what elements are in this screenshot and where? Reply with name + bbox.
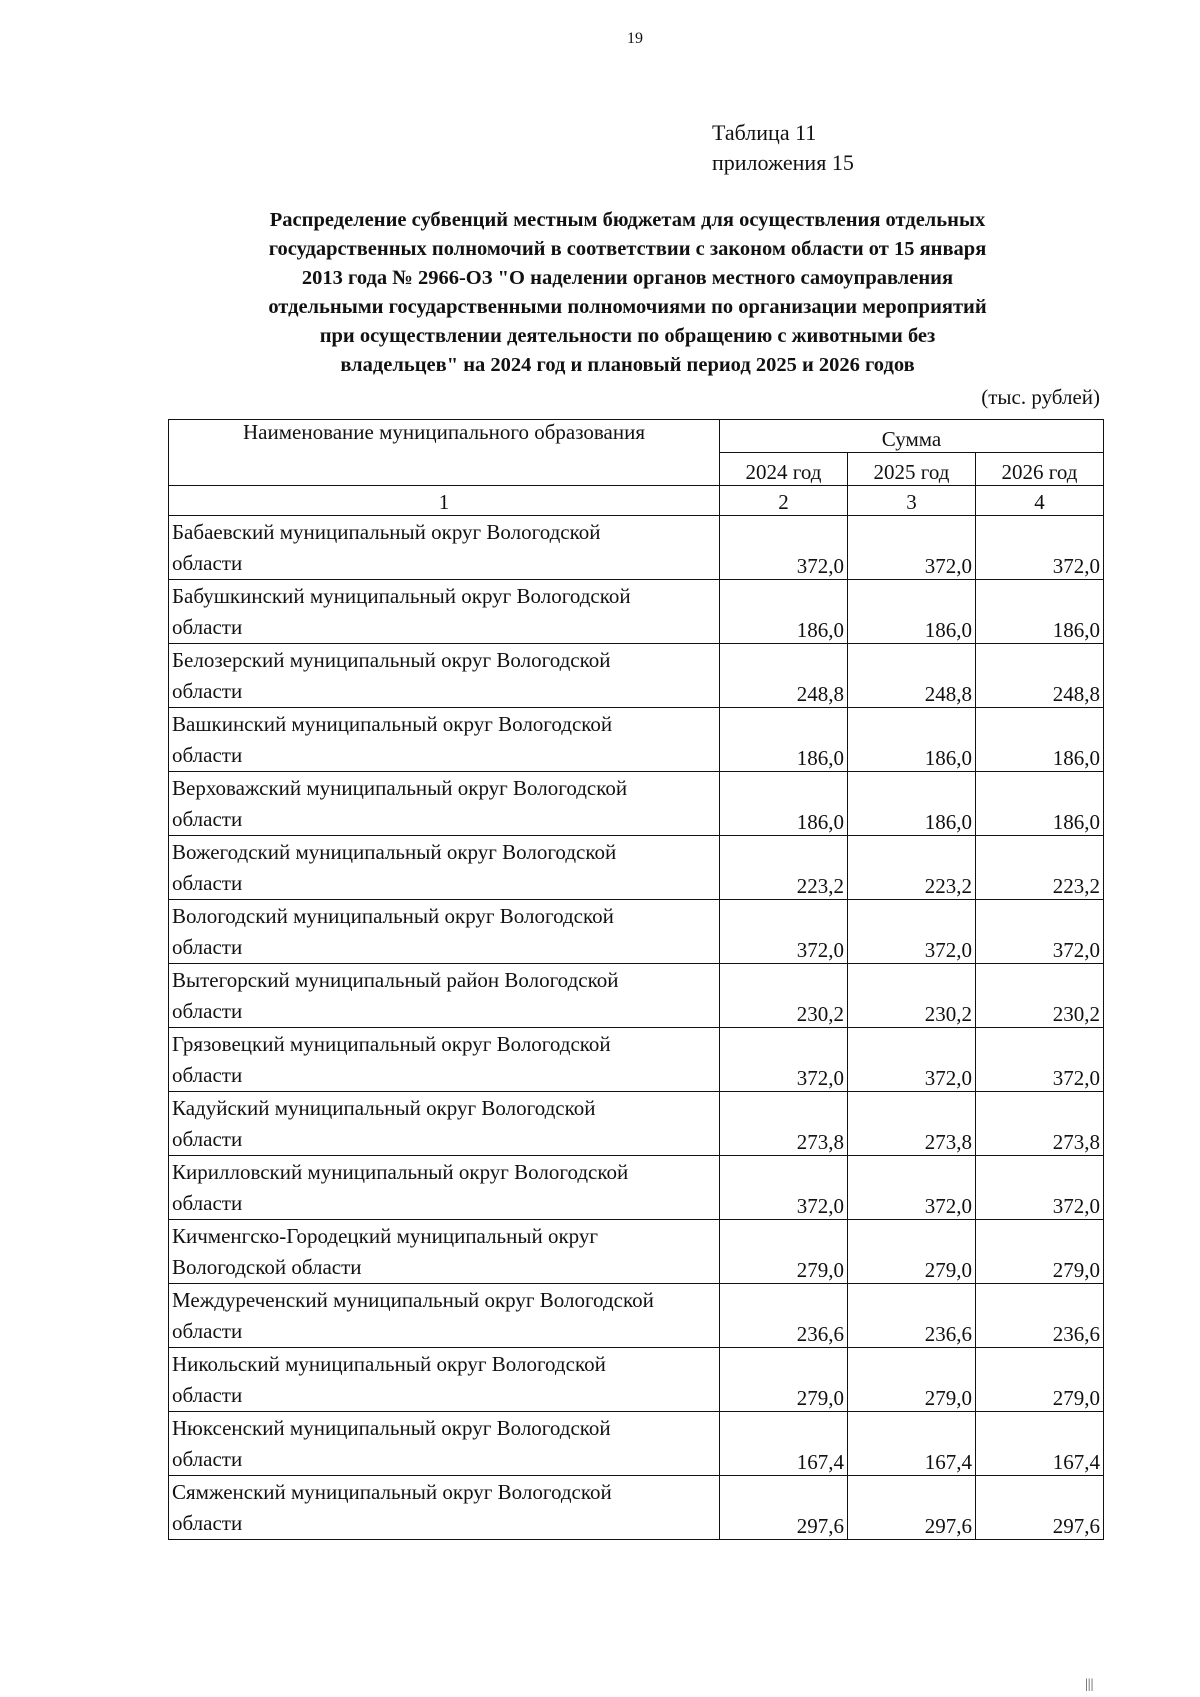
- municipality-name-line2: области: [172, 1383, 243, 1407]
- municipality-name-line2: области: [172, 679, 243, 703]
- title-line: государственных полномочий в соответствии с законом области от 15 января: [268, 238, 987, 260]
- amount-2025-cell: 372,0: [848, 1028, 976, 1092]
- amount-2024-cell: 372,0: [720, 516, 848, 580]
- column-number: 1: [169, 486, 720, 516]
- table-reference: [712, 118, 854, 178]
- municipality-name-line2: области: [172, 615, 243, 639]
- municipality-name-cell: [169, 1092, 720, 1156]
- amount-2026-cell: 372,0: [976, 900, 1104, 964]
- municipality-name-line1: Сямженский муниципальный округ Вологодской: [172, 1480, 612, 1504]
- amount-2026-cell: 279,0: [976, 1220, 1104, 1284]
- amount-2024-cell: 372,0: [720, 900, 848, 964]
- table-row: [169, 580, 1104, 644]
- amount-2025-cell: 186,0: [848, 708, 976, 772]
- table-row: [169, 964, 1104, 1028]
- municipality-name-line1: Кадуйский муниципальный округ Вологодской: [172, 1096, 596, 1120]
- municipality-name-line1: Вашкинский муниципальный округ Вологодской: [172, 712, 613, 736]
- amount-2025-cell: 223,2: [848, 836, 976, 900]
- municipality-name-cell: [169, 1348, 720, 1412]
- page-number: 19: [627, 30, 643, 47]
- municipality-name-cell: [169, 1476, 720, 1540]
- municipality-name-cell: [169, 772, 720, 836]
- table-reference-line1: Таблица 11: [712, 120, 817, 145]
- amount-2026-cell: 372,0: [976, 516, 1104, 580]
- municipality-name-line2: области: [172, 871, 243, 895]
- municipality-name-line1: Вологодский муниципальный округ Вологодской: [172, 904, 614, 928]
- municipality-name-line2: области: [172, 1063, 243, 1087]
- title-line: 2013 года № 2966-ОЗ "О наделении органов местного самоуправления: [301, 267, 954, 289]
- amount-2026-cell: 297,6: [976, 1476, 1104, 1540]
- amount-2025-cell: 372,0: [848, 900, 976, 964]
- amount-2025-cell: 279,0: [848, 1348, 976, 1412]
- amount-2024-cell: 248,8: [720, 644, 848, 708]
- municipality-name-line2: области: [172, 999, 243, 1023]
- table-row: [169, 708, 1104, 772]
- municipality-name-cell: [169, 1156, 720, 1220]
- table-row: [169, 900, 1104, 964]
- table-reference-line2: приложения 15: [712, 150, 854, 175]
- amount-2025-cell: 248,8: [848, 644, 976, 708]
- header-municipality-name: Наименование муниципального образования: [169, 420, 720, 486]
- municipality-name-line2: области: [172, 743, 243, 767]
- municipality-name-line1: Вытегорский муниципальный район Вологодской: [172, 968, 619, 992]
- table-row: [169, 1156, 1104, 1220]
- title-line: владельцев" на 2024 год и плановый период 2025 и 2026 годов: [340, 354, 915, 376]
- amount-2025-cell: 279,0: [848, 1220, 976, 1284]
- table-row: [169, 1476, 1104, 1540]
- municipality-name-line2: области: [172, 1191, 243, 1215]
- amount-2024-cell: 186,0: [720, 772, 848, 836]
- municipality-name-line2: области: [172, 807, 243, 831]
- amount-2025-cell: 297,6: [848, 1476, 976, 1540]
- table-body: [169, 516, 1104, 1540]
- document-title: [170, 206, 1085, 380]
- amount-2026-cell: 186,0: [976, 708, 1104, 772]
- amount-2026-cell: 230,2: [976, 964, 1104, 1028]
- municipality-name-cell: [169, 836, 720, 900]
- amount-2024-cell: 372,0: [720, 1028, 848, 1092]
- municipality-name-line2: области: [172, 1511, 243, 1535]
- municipality-name-line1: Вожегодский муниципальный округ Вологодской: [172, 840, 617, 864]
- municipality-name-cell: [169, 580, 720, 644]
- amount-2026-cell: 186,0: [976, 772, 1104, 836]
- municipality-name-line2: области: [172, 1447, 243, 1471]
- municipality-name-line1: Кичменгско-Городецкий муниципальный округ: [172, 1224, 598, 1248]
- amount-2025-cell: 236,6: [848, 1284, 976, 1348]
- column-number-row: [169, 486, 1104, 516]
- municipality-name-cell: [169, 1220, 720, 1284]
- table-row: [169, 836, 1104, 900]
- municipality-name-line1: Кирилловский муниципальный округ Вологодской: [172, 1160, 629, 1184]
- table-row: [169, 1348, 1104, 1412]
- table-row: [169, 1220, 1104, 1284]
- amount-2026-cell: 372,0: [976, 1028, 1104, 1092]
- municipality-name-line1: Верховажский муниципальный округ Вологодской: [172, 776, 628, 800]
- table-row: [169, 772, 1104, 836]
- amount-2024-cell: 186,0: [720, 708, 848, 772]
- amount-2024-cell: 279,0: [720, 1220, 848, 1284]
- municipality-name-cell: [169, 708, 720, 772]
- subvention-table: [168, 419, 1104, 1540]
- amount-2026-cell: 372,0: [976, 1156, 1104, 1220]
- amount-2024-cell: 279,0: [720, 1348, 848, 1412]
- amount-2025-cell: 273,8: [848, 1092, 976, 1156]
- scan-mark: |||: [1085, 1677, 1094, 1692]
- municipality-name-cell: [169, 1028, 720, 1092]
- header-sum: Сумма: [720, 420, 1104, 453]
- amount-2026-cell: 223,2: [976, 836, 1104, 900]
- header-year-2024: 2024 год: [720, 453, 848, 486]
- amount-2025-cell: 372,0: [848, 1156, 976, 1220]
- amount-2024-cell: 186,0: [720, 580, 848, 644]
- municipality-name-cell: [169, 1284, 720, 1348]
- municipality-name-line1: Бабаевский муниципальный округ Вологодской: [172, 520, 601, 544]
- municipality-name-cell: [169, 644, 720, 708]
- amount-2024-cell: 372,0: [720, 1156, 848, 1220]
- amount-2024-cell: 223,2: [720, 836, 848, 900]
- title-line: отдельными государственными полномочиями по организации мероприятий: [268, 296, 987, 318]
- amount-2026-cell: 186,0: [976, 580, 1104, 644]
- amount-2026-cell: 248,8: [976, 644, 1104, 708]
- amount-2024-cell: 273,8: [720, 1092, 848, 1156]
- amount-2026-cell: 167,4: [976, 1412, 1104, 1476]
- amount-2025-cell: 186,0: [848, 772, 976, 836]
- amount-2025-cell: 372,0: [848, 516, 976, 580]
- amount-2024-cell: 297,6: [720, 1476, 848, 1540]
- table-row: [169, 1284, 1104, 1348]
- amount-2025-cell: 167,4: [848, 1412, 976, 1476]
- amount-2024-cell: 167,4: [720, 1412, 848, 1476]
- amount-2024-cell: 236,6: [720, 1284, 848, 1348]
- municipality-name-line1: Никольский муниципальный округ Вологодской: [172, 1352, 606, 1376]
- amount-2026-cell: 236,6: [976, 1284, 1104, 1348]
- municipality-name-line1: Грязовецкий муниципальный округ Вологодской: [172, 1032, 611, 1056]
- column-number: 3: [848, 486, 976, 516]
- title-line: Распределение субвенций местным бюджетам для осуществления отдельных: [269, 209, 986, 231]
- table-row: [169, 1028, 1104, 1092]
- amount-2026-cell: 279,0: [976, 1348, 1104, 1412]
- municipality-name-line1: Междуреченский муниципальный округ Вологодской: [172, 1288, 654, 1312]
- table-row: [169, 1412, 1104, 1476]
- column-number: 4: [976, 486, 1104, 516]
- column-number: 2: [720, 486, 848, 516]
- municipality-name-line2: Вологодской области: [172, 1255, 362, 1279]
- municipality-name-cell: [169, 1412, 720, 1476]
- amount-2025-cell: 186,0: [848, 580, 976, 644]
- table-header-row: [169, 420, 1104, 453]
- table-row: [169, 644, 1104, 708]
- amount-2025-cell: 230,2: [848, 964, 976, 1028]
- municipality-name-line1: Бабушкинский муниципальный округ Вологодской: [172, 584, 631, 608]
- title-line: при осуществлении деятельности по обращению с животными без: [319, 325, 936, 347]
- header-year-2025: 2025 год: [848, 453, 976, 486]
- municipality-name-cell: [169, 516, 720, 580]
- municipality-name-line2: области: [172, 935, 243, 959]
- municipality-name-line2: области: [172, 551, 243, 575]
- municipality-name-line2: области: [172, 1319, 243, 1343]
- units-label: (тыс. рублей): [981, 385, 1100, 409]
- municipality-name-line1: Белозерский муниципальный округ Вологодской: [172, 648, 611, 672]
- amount-2026-cell: 273,8: [976, 1092, 1104, 1156]
- table-row: [169, 516, 1104, 580]
- municipality-name-line2: области: [172, 1127, 243, 1151]
- municipality-name-cell: [169, 964, 720, 1028]
- header-year-2026: 2026 год: [976, 453, 1104, 486]
- municipality-name-cell: [169, 900, 720, 964]
- table-row: [169, 1092, 1104, 1156]
- municipality-name-line1: Нюксенский муниципальный округ Вологодской: [172, 1416, 611, 1440]
- amount-2024-cell: 230,2: [720, 964, 848, 1028]
